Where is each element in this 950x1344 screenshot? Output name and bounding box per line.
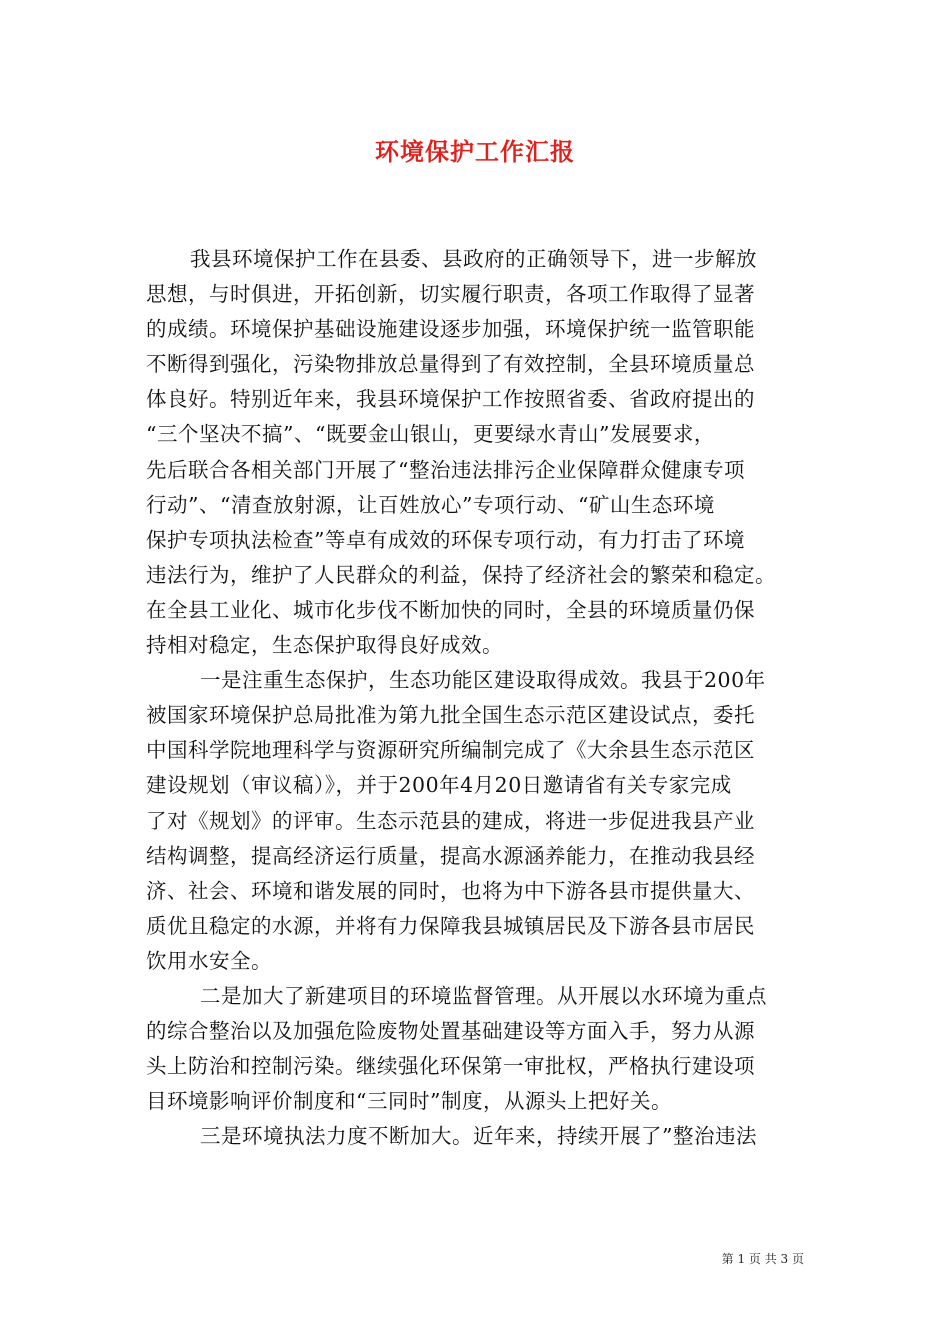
text-line: 违法行为，维护了人民群众的利益，保持了经济社会的繁荣和稳定。 [146, 562, 776, 587]
page-title: 环境保护工作汇报 [375, 137, 575, 166]
text-line: “三个坚决不搞”、“既要金山银山，更要绿水青山”发展要求， [146, 422, 715, 447]
document-body [146, 242, 806, 1154]
text-line: 建设规划（审议稿）》，并于200年4月20日邀请省有关专家完成 [146, 773, 732, 798]
text-line: 不断得到强化，污染物排放总量得到了有效控制，全县环境质量总 [146, 352, 755, 377]
text-line: 一是注重生态保护，生态功能区建设取得成效。我县于200年 [200, 668, 766, 693]
text-line: 行动”、“清查放射源，让百姓放心”专项行动、“矿山生态环境 [146, 492, 715, 517]
page-number-label: 第 1 页 共 3 页 [721, 1252, 804, 1266]
text-line: 质优且稳定的水源，并将有力保障我县城镇居民及下游各县市居民 [146, 913, 755, 938]
text-line: 二是加大了新建项目的环境监督管理。从开展以水环境为重点 [200, 983, 767, 1008]
text-line: 的综合整治以及加强危险废物处置基础建设等方面入手，努力从源 [146, 1019, 755, 1044]
text-line: 思想，与时俱进，开拓创新，切实履行职责，各项工作取得了显著 [146, 282, 755, 307]
text-line: 三是环境执法力度不断加大。近年来，持续开展了”整治违法 [200, 1124, 757, 1149]
text-line: 保护专项执法检查”等卓有成效的环保专项行动，有力打击了环境 [146, 527, 745, 552]
text-line: 的成绩。环境保护基础设施建设逐步加强，环境保护统一监管职能 [146, 317, 755, 342]
text-line: 济、社会、环境和谐发展的同时，也将为中下游各县市提供量大、 [146, 878, 755, 903]
text-line: 先后联合各相关部门开展了“整治违法排污企业保障群众健康专项 [146, 457, 745, 482]
text-line: 体良好。特别近年来，我县环境保护工作按照省委、省政府提出的 [146, 387, 755, 412]
page-number [722, 1250, 804, 1267]
text-line: 目环境影响评价制度和“三同时”制度，从源头上把好关。 [146, 1089, 672, 1114]
text-line: 结构调整，提高经济运行质量，提高水源涵养能力，在推动我县经 [146, 843, 755, 868]
text-line: 在全县工业化、城市化步伐不断加快的同时，全县的环境质量仍保 [146, 597, 755, 622]
text-line: 被国家环境保护总局批准为第九批全国生态示范区建设试点，委托 [146, 703, 755, 728]
text-line: 中国科学院地理科学与资源研究所编制完成了《大余县生态示范区 [146, 738, 755, 763]
text-line: 头上防治和控制污染。继续强化环保第一审批权，严格执行建设项 [146, 1054, 755, 1079]
text-line: 持相对稳定，生态保护取得良好成效。 [146, 633, 503, 658]
text-line: 饮用水安全。 [146, 948, 272, 973]
text-line: 我县环境保护工作在县委、县政府的正确领导下，进一步解放 [190, 247, 757, 271]
text-line: 了对《规划》的评审。生态示范县的建成，将进一步促进我县产业 [146, 808, 755, 833]
